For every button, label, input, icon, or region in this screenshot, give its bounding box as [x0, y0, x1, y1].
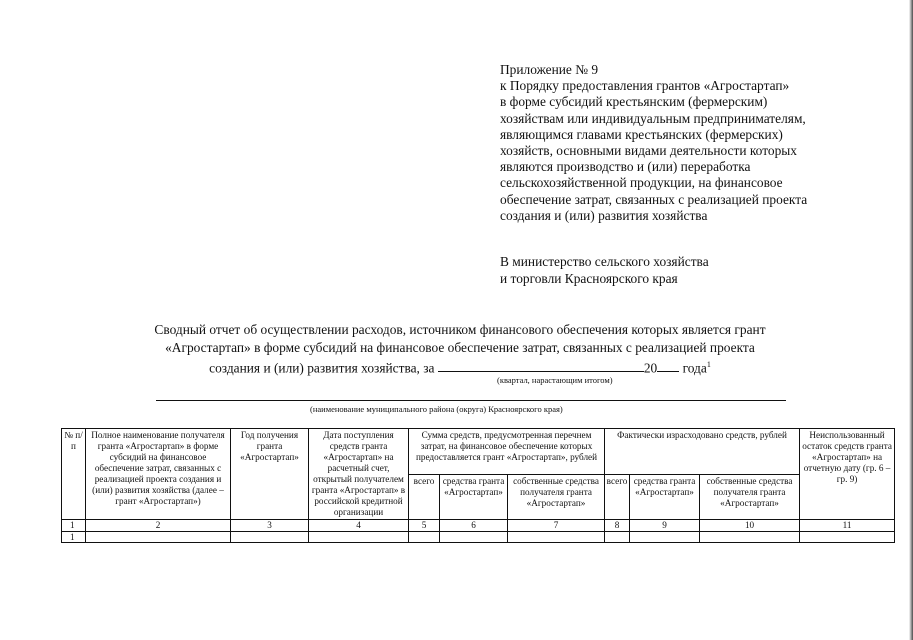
report-title-line: [40, 356, 880, 377]
table-cell[interactable]: [440, 532, 508, 543]
year-blank[interactable]: [657, 359, 679, 372]
report-table: [61, 428, 895, 543]
appendix-line: сельскохозяйственной продукции, на финансовое: [500, 175, 783, 191]
recipient-line: и торговли Красноярского края: [500, 270, 678, 286]
year-word: года: [682, 360, 707, 376]
col-header-number: № п/п: [62, 429, 86, 520]
appendix-line: являющимся главами крестьянских (фермерских): [500, 126, 783, 142]
col-header-year: Год получения гранта «Агростартап»: [231, 429, 309, 520]
column-number: 6: [440, 520, 508, 532]
col-header-planned-total: всего: [409, 474, 440, 520]
report-title: [40, 321, 880, 377]
region-hint: (наименование муниципального района (округа) Красноярского края): [310, 404, 563, 414]
col-group-spent: Фактически израсходовано средств, рублей: [605, 429, 800, 475]
report-title-line: Сводный отчет об осуществлении расходов, источником финансового обеспечения которых является грант: [154, 322, 766, 337]
table-cell[interactable]: [86, 532, 231, 543]
appendix-line: к Порядку предоставления грантов «Агростартап»: [500, 78, 790, 94]
col-header-spent-total: всего: [605, 474, 630, 520]
region-blank-line[interactable]: [156, 400, 786, 401]
column-number: 7: [508, 520, 605, 532]
table-cell[interactable]: [700, 532, 800, 543]
appendix-line: являются производство и (или) переработка: [500, 159, 751, 175]
col-header-planned-own: собственные средства получателя гранта «Агростартап»: [508, 474, 605, 520]
scan-edge-shadow: [909, 0, 913, 640]
column-number-row: [62, 520, 895, 532]
period-hint: (квартал, нарастающим итогом): [497, 375, 613, 385]
col-header-date: Дата поступления средств гранта «Агростартап» на расчетный счет, открытый получателем гранта «Агростартап» в российской кредитной организации: [309, 429, 409, 520]
table-cell[interactable]: [508, 532, 605, 543]
row-number: 1: [62, 532, 86, 543]
report-title-period-label: создания и (или) развития хозяйства, за: [209, 360, 435, 376]
appendix-line: обеспечение затрат, связанных с реализацией проекта: [500, 191, 808, 207]
column-number: 3: [231, 520, 309, 532]
col-header-spent-own: собственные средства получателя гранта «Агростартап»: [700, 474, 800, 520]
appendix-block: [500, 62, 900, 224]
column-number: 11: [800, 520, 895, 532]
col-header-planned-grant: средства гранта «Агростартап»: [440, 474, 508, 520]
appendix-title: Приложение № 9: [500, 62, 599, 77]
column-number: 9: [630, 520, 700, 532]
table-cell[interactable]: [409, 532, 440, 543]
column-number: 2: [86, 520, 231, 532]
column-number: 10: [700, 520, 800, 532]
table-cell[interactable]: [605, 532, 630, 543]
appendix-line: хозяйств, основными видами деятельности которых: [500, 143, 797, 159]
table-cell[interactable]: [309, 532, 409, 543]
appendix-line: в форме субсидий крестьянским (фермерским): [500, 94, 768, 110]
table-cell[interactable]: [630, 532, 700, 543]
col-header-remainder: Неиспользованный остаток средств гранта «Агростартап» на отчетную дату (гр. 6 – гр. 9): [800, 429, 895, 520]
year-prefix: 20: [643, 360, 658, 376]
recipient-line: В министерство сельского хозяйства: [500, 254, 709, 269]
column-number: 4: [309, 520, 409, 532]
appendix-line: хозяйствам или индивидуальным предпринимателям,: [500, 110, 806, 126]
col-header-recipient: Полное наименование получателя гранта «Агростартап» в форме субсидий на финансовое обеспечение затрат, связанных с реализацией проекта создания и (или) развития хозяйства (далее – грант «Агростартап»): [86, 429, 231, 520]
col-header-spent-grant: средства гранта «Агростартап»: [630, 474, 700, 520]
recipient-block: [500, 254, 900, 287]
header-row: [62, 429, 895, 475]
table-row: [62, 532, 895, 543]
column-number: 8: [605, 520, 630, 532]
period-blank[interactable]: [438, 359, 644, 372]
table-cell[interactable]: [231, 532, 309, 543]
report-title-line: «Агростартап» в форме субсидий на финансовое обеспечение затрат, связанных с реализацией проекта: [165, 339, 755, 355]
column-number: 1: [62, 520, 86, 532]
appendix-line: создания и (или) развития хозяйства: [500, 207, 708, 223]
column-number: 5: [409, 520, 440, 532]
col-group-planned: Сумма средств, предусмотренная перечнем затрат, на финансовое обеспечение которых предоставляется грант «Агростартап», рублей: [409, 429, 605, 475]
table-cell[interactable]: [800, 532, 895, 543]
footnote-mark: 1: [706, 360, 711, 369]
